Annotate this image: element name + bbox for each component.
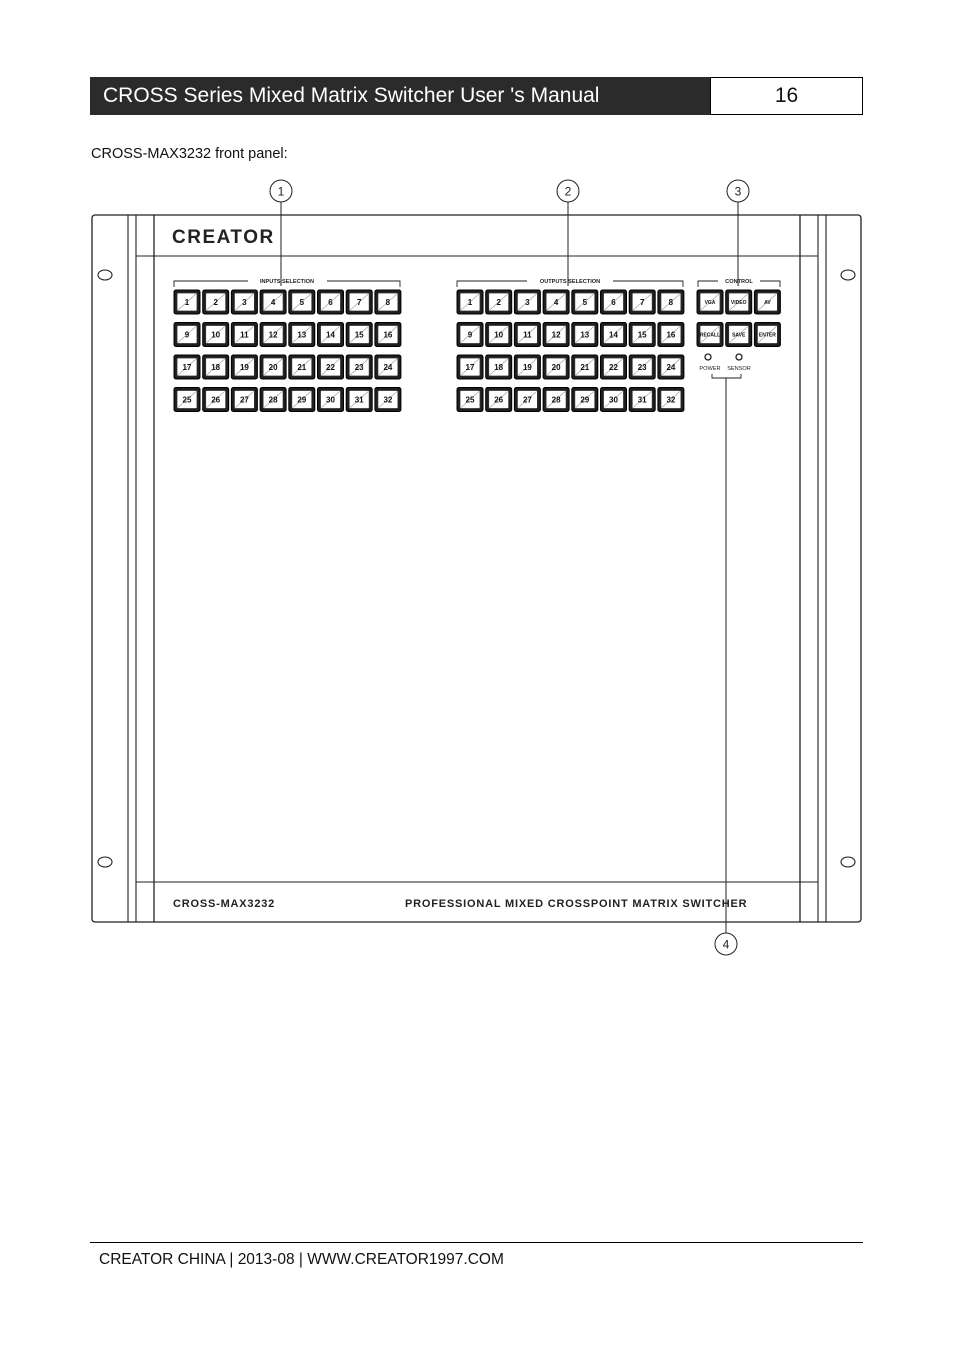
input-button-20[interactable] <box>260 355 286 379</box>
input-button-32[interactable] <box>375 388 401 412</box>
output-button-22-label: 22 <box>609 362 618 372</box>
input-button-27-label: 27 <box>239 395 249 405</box>
input-button-21-label: 21 <box>297 362 307 372</box>
control-button-save[interactable] <box>726 323 752 347</box>
output-button-21-label: 21 <box>580 362 590 372</box>
input-button-27[interactable] <box>231 388 257 412</box>
output-button-12[interactable] <box>543 323 569 347</box>
output-button-30[interactable] <box>601 388 627 412</box>
input-button-7-label: 7 <box>356 297 362 307</box>
input-button-18[interactable] <box>203 355 229 379</box>
output-button-8[interactable] <box>658 290 684 314</box>
output-button-11[interactable] <box>514 323 540 347</box>
output-button-1[interactable] <box>457 290 483 314</box>
input-button-7[interactable] <box>346 290 372 314</box>
output-button-16-label: 16 <box>666 330 676 340</box>
output-button-3[interactable] <box>514 290 540 314</box>
output-button-16[interactable] <box>658 323 684 347</box>
output-button-12-label: 12 <box>551 330 561 340</box>
callout-3-label: 3 <box>734 184 742 199</box>
input-button-15-label: 15 <box>354 330 364 340</box>
brand-logo: CREATOR <box>172 227 275 248</box>
input-button-13[interactable] <box>289 323 315 347</box>
output-button-29-label: 29 <box>580 395 590 405</box>
input-button-19[interactable] <box>231 355 257 379</box>
figure-caption: CROSS-MAX3232 front panel: <box>91 146 288 162</box>
input-button-3[interactable] <box>231 290 257 314</box>
input-button-25[interactable] <box>174 388 200 412</box>
footer-website: WWW.CREATOR1997.COM <box>307 1251 504 1268</box>
output-button-7-label: 7 <box>639 297 645 307</box>
output-button-27-label: 27 <box>522 395 532 405</box>
output-button-32[interactable] <box>658 388 684 412</box>
input-button-10[interactable] <box>203 323 229 347</box>
output-button-19[interactable] <box>514 355 540 379</box>
input-button-31[interactable] <box>346 388 372 412</box>
input-button-32-label: 32 <box>383 395 393 405</box>
control-button-vga[interactable] <box>697 290 723 314</box>
control-button-enter[interactable] <box>754 323 780 347</box>
input-button-4-label: 4 <box>270 297 276 307</box>
output-button-24-label: 24 <box>666 362 676 372</box>
output-button-17[interactable] <box>457 355 483 379</box>
input-button-11[interactable] <box>231 323 257 347</box>
output-button-24[interactable] <box>658 355 684 379</box>
power-led <box>705 354 711 360</box>
input-button-20-label: 20 <box>268 362 278 372</box>
control-button-av[interactable] <box>754 290 780 314</box>
output-button-5[interactable] <box>572 290 598 314</box>
input-button-6[interactable] <box>318 290 344 314</box>
input-button-1[interactable] <box>174 290 200 314</box>
sensor-indicator-label: SENSOR <box>727 366 751 372</box>
input-button-2[interactable] <box>203 290 229 314</box>
page-number: 16 <box>774 84 799 107</box>
mount-hole <box>98 270 112 280</box>
tagline-label: PROFESSIONAL MIXED CROSSPOINT MATRIX SWITCHER <box>405 898 748 910</box>
input-button-9-label: 9 <box>184 330 190 340</box>
output-button-30-label: 30 <box>609 395 618 405</box>
input-button-5-label: 5 <box>299 297 305 307</box>
control-label: CONTROL <box>725 279 753 285</box>
output-button-19-label: 19 <box>522 362 532 372</box>
output-button-15[interactable] <box>629 323 655 347</box>
output-button-25[interactable] <box>457 388 483 412</box>
input-button-17[interactable] <box>174 355 200 379</box>
input-button-30[interactable] <box>318 388 344 412</box>
output-button-18[interactable] <box>486 355 512 379</box>
output-button-23[interactable] <box>629 355 655 379</box>
output-button-10[interactable] <box>486 323 512 347</box>
input-button-16[interactable] <box>375 323 401 347</box>
control-button-recall-label: RECALL <box>699 332 721 339</box>
output-button-26[interactable] <box>486 388 512 412</box>
output-button-15-label: 15 <box>637 330 647 340</box>
input-button-3-label: 3 <box>242 297 247 307</box>
input-button-24[interactable] <box>375 355 401 379</box>
output-button-6-label: 6 <box>611 297 616 307</box>
control-button-enter-label: ENTER <box>758 332 776 339</box>
inputs-selection-label: INPUTS SELECTION <box>259 279 315 285</box>
output-button-28[interactable] <box>543 388 569 412</box>
input-button-10-label: 10 <box>211 330 221 340</box>
input-button-1-label: 1 <box>184 297 190 307</box>
output-button-23-label: 23 <box>637 362 647 372</box>
input-button-23-label: 23 <box>354 362 364 372</box>
input-button-26-label: 26 <box>211 395 221 405</box>
output-button-27[interactable] <box>514 388 540 412</box>
output-button-9[interactable] <box>457 323 483 347</box>
page-footer <box>99 1251 504 1269</box>
mount-hole <box>98 857 112 867</box>
output-button-2[interactable] <box>486 290 512 314</box>
output-button-13[interactable] <box>572 323 598 347</box>
output-button-31-label: 31 <box>637 395 647 405</box>
input-button-5[interactable] <box>289 290 315 314</box>
output-button-3-label: 3 <box>525 297 530 307</box>
input-button-2-label: 2 <box>213 297 218 307</box>
sensor-led <box>736 354 742 360</box>
rack-outline <box>92 215 861 922</box>
footer-separator: | <box>229 1251 234 1268</box>
output-button-32-label: 32 <box>666 395 676 405</box>
output-button-28-label: 28 <box>551 395 561 405</box>
output-button-10-label: 10 <box>494 330 504 340</box>
input-button-11-label: 11 <box>240 330 249 340</box>
output-button-14[interactable] <box>601 323 627 347</box>
input-button-17-label: 17 <box>182 362 192 372</box>
input-button-29[interactable] <box>289 388 315 412</box>
callout-1-label: 1 <box>277 184 285 199</box>
control-button-vga-label: VGA <box>704 299 716 306</box>
output-button-29[interactable] <box>572 388 598 412</box>
control-button-save-label: SAVE <box>732 332 746 339</box>
input-button-12-label: 12 <box>268 330 278 340</box>
control-button-recall[interactable] <box>697 323 723 347</box>
outputs-selection-label: OUTPUTS SELECTION <box>539 279 601 285</box>
output-button-9-label: 9 <box>467 330 473 340</box>
power-indicator-label: POWER <box>699 366 721 372</box>
mount-hole <box>841 857 855 867</box>
input-button-23[interactable] <box>346 355 372 379</box>
input-button-28-label: 28 <box>268 395 278 405</box>
output-button-4-label: 4 <box>553 297 559 307</box>
input-button-19-label: 19 <box>239 362 249 372</box>
output-button-6[interactable] <box>601 290 627 314</box>
control-button-video[interactable] <box>726 290 752 314</box>
input-button-13-label: 13 <box>297 330 307 340</box>
manual-title: CROSS Series Mixed Matrix Switcher User 's Manual <box>103 84 600 107</box>
callout-2-label: 2 <box>564 184 572 199</box>
output-button-25-label: 25 <box>465 395 475 405</box>
input-button-14-label: 14 <box>326 330 335 340</box>
output-button-31[interactable] <box>629 388 655 412</box>
footer-company: CREATOR CHINA <box>99 1251 226 1268</box>
input-button-14[interactable] <box>318 323 344 347</box>
input-button-25-label: 25 <box>182 395 192 405</box>
mount-hole <box>841 270 855 280</box>
input-button-29-label: 29 <box>297 395 307 405</box>
output-button-20[interactable] <box>543 355 569 379</box>
model-label: CROSS-MAX3232 <box>173 898 276 910</box>
input-button-30-label: 30 <box>326 395 335 405</box>
footer-rule <box>90 1242 863 1243</box>
input-button-15[interactable] <box>346 323 372 347</box>
output-button-20-label: 20 <box>551 362 561 372</box>
input-button-18-label: 18 <box>211 362 221 372</box>
output-button-7[interactable] <box>629 290 655 314</box>
output-button-14-label: 14 <box>609 330 618 340</box>
input-button-9[interactable] <box>174 323 200 347</box>
input-button-21[interactable] <box>289 355 315 379</box>
input-button-4[interactable] <box>260 290 286 314</box>
footer-date: 2013-08 <box>237 1251 295 1268</box>
control-button-video-label: VIDEO <box>730 299 747 306</box>
input-button-26[interactable] <box>203 388 229 412</box>
output-button-1-label: 1 <box>467 297 473 307</box>
input-button-16-label: 16 <box>383 330 393 340</box>
input-button-12[interactable] <box>260 323 286 347</box>
footer-separator: | <box>298 1251 303 1268</box>
output-button-8-label: 8 <box>668 297 674 307</box>
output-button-11-label: 11 <box>523 330 532 340</box>
output-button-2-label: 2 <box>496 297 501 307</box>
output-button-22[interactable] <box>601 355 627 379</box>
output-button-13-label: 13 <box>580 330 590 340</box>
input-button-24-label: 24 <box>383 362 393 372</box>
output-button-26-label: 26 <box>494 395 504 405</box>
output-button-5-label: 5 <box>582 297 588 307</box>
input-button-22[interactable] <box>318 355 344 379</box>
input-button-31-label: 31 <box>354 395 364 405</box>
input-button-8[interactable] <box>375 290 401 314</box>
input-button-6-label: 6 <box>328 297 333 307</box>
control-button-av-label: AV <box>764 299 771 306</box>
input-button-8-label: 8 <box>385 297 391 307</box>
callout-4-label: 4 <box>722 937 730 952</box>
input-button-28[interactable] <box>260 388 286 412</box>
output-button-21[interactable] <box>572 355 598 379</box>
output-button-18-label: 18 <box>494 362 504 372</box>
input-button-22-label: 22 <box>326 362 335 372</box>
output-button-4[interactable] <box>543 290 569 314</box>
output-button-17-label: 17 <box>465 362 475 372</box>
